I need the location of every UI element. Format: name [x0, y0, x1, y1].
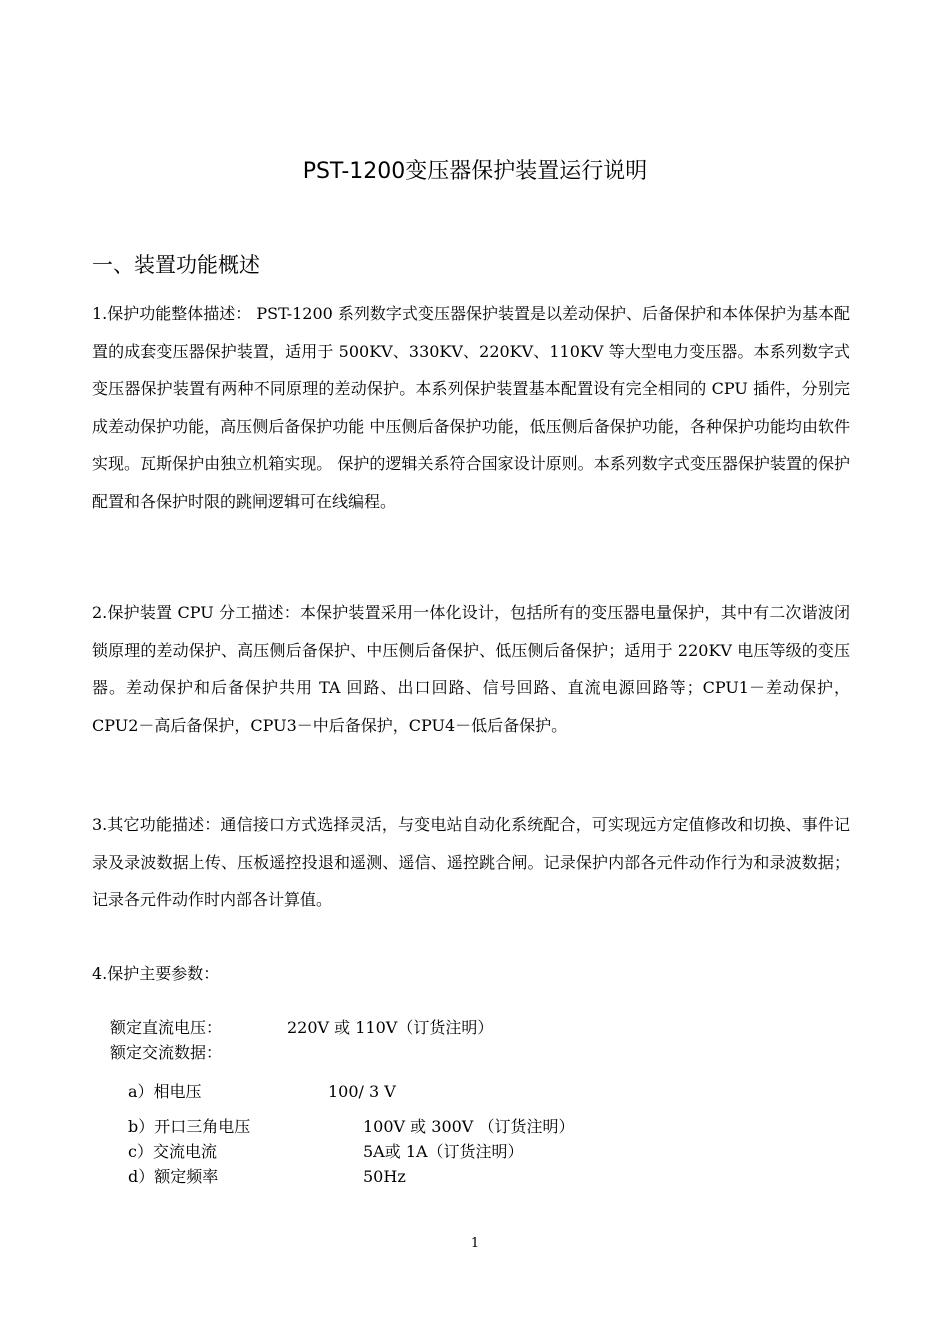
param-value: 100V 或 300V （订货注明）	[363, 1117, 575, 1136]
param-label: a）相电压	[128, 1082, 202, 1101]
param-label: c）交流电流	[128, 1142, 217, 1161]
paragraph-other-functions: 3.其它功能描述：通信接口方式选择灵活，与变电站自动化系统配合，可实现远方定值修改和切换、事件记录及录波数据上传、压板遥控投退和遥测、遥信、遥控跳合闸。记录保护内部各元件动作行为和录波数据；记录各元件动作时内部各计算值。	[92, 815, 850, 910]
param-value: 50Hz	[363, 1167, 406, 1186]
param-label: d）额定频率	[128, 1167, 219, 1186]
section-heading: 一、装置功能概述	[92, 253, 260, 277]
page-number: 1	[470, 1236, 480, 1251]
param-label: 额定交流数据：	[110, 1043, 223, 1062]
paragraph-main-parameters: 4.保护主要参数：	[92, 964, 220, 983]
document-title: PST-1200变压器保护装置运行说明	[302, 159, 648, 184]
param-value: 5A或 1A（订货注明）	[363, 1142, 524, 1161]
param-value: 100/ 3 V	[328, 1082, 396, 1101]
paragraph-cpu-division: 2.保护装置 CPU 分工描述：本保护装置采用一体化设计，包括所有的变压器电量保护，其中有二次谐波闭锁原理的差动保护、高压侧后备保护、中压侧后备保护、低压侧后备保护；适用于 220KV 电压等级的变压器。差动保护和后备保护共用 TA 回路、出口回路、信号回路、直流电源回路等；CPU1－差动保护，CPU2－高后备保护，CPU3－中后备保护，CPU4－低后备保护。	[92, 603, 850, 735]
param-value: 220V 或 110V（订货注明）	[287, 1018, 494, 1037]
param-label: b）开口三角电压	[128, 1117, 251, 1136]
param-label: 额定直流电压：	[110, 1018, 223, 1037]
paragraph-overall-description: 1.保护功能整体描述： PST-1200 系列数字式变压器保护装置是以差动保护、后备保护和本体保护为基本配置的成套变压器保护装置，适用于 500KV、330KV、220KV、110KV 等大型电力变压器。本系列数字式变压器保护装置有两种不同原理的差动保护。本系列保护装置基本配置设有完全相同的 CPU 插件，分别完成差动保护功能，高压侧后备保护功能 中压侧后备保护功能，低压侧后备保护功能，各种保护功能均由软件实现。瓦斯保护由独立机箱实现。 保护的逻辑关系符合国家设计原则。本系列数字式变压器保护装置的保护配置和各保护时限的跳闸逻辑可在线编程。	[92, 304, 850, 511]
